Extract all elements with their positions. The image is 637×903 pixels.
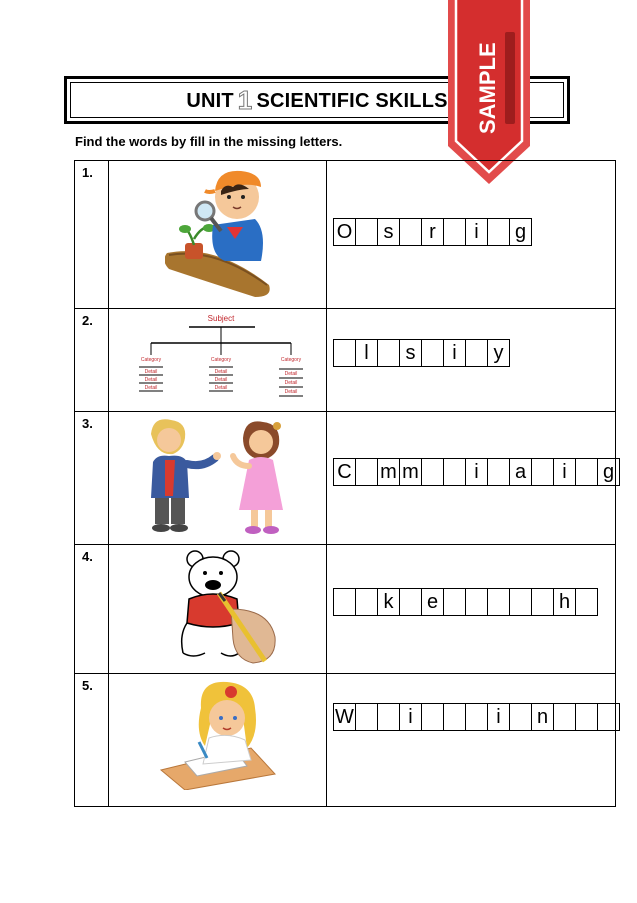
classification-diagram-image	[131, 311, 311, 407]
svg-text:Detail: Detail	[284, 380, 298, 386]
letter-box[interactable]	[488, 219, 510, 245]
letter-box[interactable]	[334, 340, 356, 366]
svg-text:Detail: Detail	[214, 369, 228, 375]
letter-box[interactable]: m	[400, 459, 422, 485]
unit-number: 1	[237, 85, 253, 115]
svg-text:Detail: Detail	[144, 369, 158, 375]
letter-box[interactable]	[466, 589, 488, 615]
svg-text:Category: Category	[140, 357, 162, 363]
letter-box[interactable]: a	[510, 459, 532, 485]
question-row	[75, 161, 616, 309]
letter-box[interactable]	[598, 704, 620, 730]
worksheet-table	[74, 160, 616, 807]
hand-sketching-bear-image	[169, 549, 279, 665]
letter-box[interactable]	[444, 459, 466, 485]
svg-text:Detail: Detail	[214, 385, 228, 391]
question-row	[75, 412, 616, 545]
letter-box[interactable]	[532, 459, 554, 485]
title-unit: UNIT	[186, 90, 234, 112]
letter-box[interactable]	[576, 704, 598, 730]
question-number: 2.	[82, 313, 93, 328]
letter-box[interactable]	[356, 459, 378, 485]
letter-box[interactable]	[444, 589, 466, 615]
letter-box[interactable]: i	[400, 704, 422, 730]
letter-box[interactable]	[400, 219, 422, 245]
letter-box[interactable]: r	[422, 219, 444, 245]
letter-box[interactable]: s	[378, 219, 400, 245]
letter-box[interactable]	[510, 589, 532, 615]
letter-boxes	[333, 703, 620, 731]
letter-box[interactable]: W	[334, 704, 356, 730]
svg-text:Detail: Detail	[144, 385, 158, 391]
svg-text:Detail: Detail	[144, 377, 158, 383]
question-number: 3.	[82, 416, 93, 431]
letter-box[interactable]: n	[532, 704, 554, 730]
svg-text:Category: Category	[280, 357, 302, 363]
letter-box[interactable]	[576, 589, 598, 615]
letter-box[interactable]	[444, 704, 466, 730]
letter-box[interactable]: i	[554, 459, 576, 485]
question-number: 5.	[82, 678, 93, 693]
letter-box[interactable]	[356, 704, 378, 730]
sample-text: SAMPLE	[475, 42, 500, 134]
title-subject: SCIENTIFIC SKILLS	[256, 90, 448, 112]
letter-box[interactable]	[422, 459, 444, 485]
letter-box[interactable]	[444, 219, 466, 245]
instruction-text: Find the words by fill in the missing letters.	[75, 134, 343, 149]
boy-observing-plant-image	[165, 165, 275, 297]
letter-box[interactable]: C	[334, 459, 356, 485]
letter-box[interactable]	[466, 340, 488, 366]
question-row	[75, 674, 616, 807]
letter-box[interactable]: k	[378, 589, 400, 615]
letter-box[interactable]	[378, 340, 400, 366]
letter-box[interactable]	[378, 704, 400, 730]
letter-box[interactable]: i	[466, 459, 488, 485]
letter-box[interactable]: i	[444, 340, 466, 366]
letter-boxes	[333, 588, 598, 616]
question-number: 4.	[82, 549, 93, 564]
letter-box[interactable]	[532, 589, 554, 615]
letter-boxes	[333, 458, 620, 486]
letter-box[interactable]	[510, 704, 532, 730]
letter-box[interactable]	[422, 704, 444, 730]
letter-box[interactable]	[356, 589, 378, 615]
letter-box[interactable]	[466, 704, 488, 730]
letter-box[interactable]: O	[334, 219, 356, 245]
svg-text:Detail: Detail	[214, 377, 228, 383]
svg-text:Detail: Detail	[284, 371, 298, 377]
letter-box[interactable]: i	[466, 219, 488, 245]
letter-box[interactable]: s	[400, 340, 422, 366]
letter-box[interactable]	[576, 459, 598, 485]
letter-box[interactable]: m	[378, 459, 400, 485]
letter-box[interactable]: e	[422, 589, 444, 615]
question-number: 1.	[82, 165, 93, 180]
ribbon-stamp	[505, 32, 515, 124]
letter-box[interactable]: g	[598, 459, 620, 485]
diagram-subject: Subject	[207, 314, 235, 323]
question-row	[75, 309, 616, 412]
letter-boxes	[333, 339, 510, 367]
letter-box[interactable]	[422, 340, 444, 366]
children-talking-image	[143, 416, 293, 538]
letter-box[interactable]	[488, 589, 510, 615]
letter-box[interactable]	[400, 589, 422, 615]
letter-box[interactable]	[334, 589, 356, 615]
girl-writing-image	[155, 678, 279, 790]
letter-box[interactable]: g	[510, 219, 532, 245]
letter-box[interactable]: h	[554, 589, 576, 615]
letter-box[interactable]: y	[488, 340, 510, 366]
svg-text:Category: Category	[210, 357, 232, 363]
sample-ribbon	[448, 0, 530, 186]
letter-box[interactable]	[356, 219, 378, 245]
letter-box[interactable]: i	[488, 704, 510, 730]
letter-box[interactable]: l	[356, 340, 378, 366]
letter-box[interactable]	[554, 704, 576, 730]
letter-boxes	[333, 218, 532, 246]
question-row	[75, 545, 616, 674]
letter-box[interactable]	[488, 459, 510, 485]
svg-text:Detail: Detail	[284, 389, 298, 395]
